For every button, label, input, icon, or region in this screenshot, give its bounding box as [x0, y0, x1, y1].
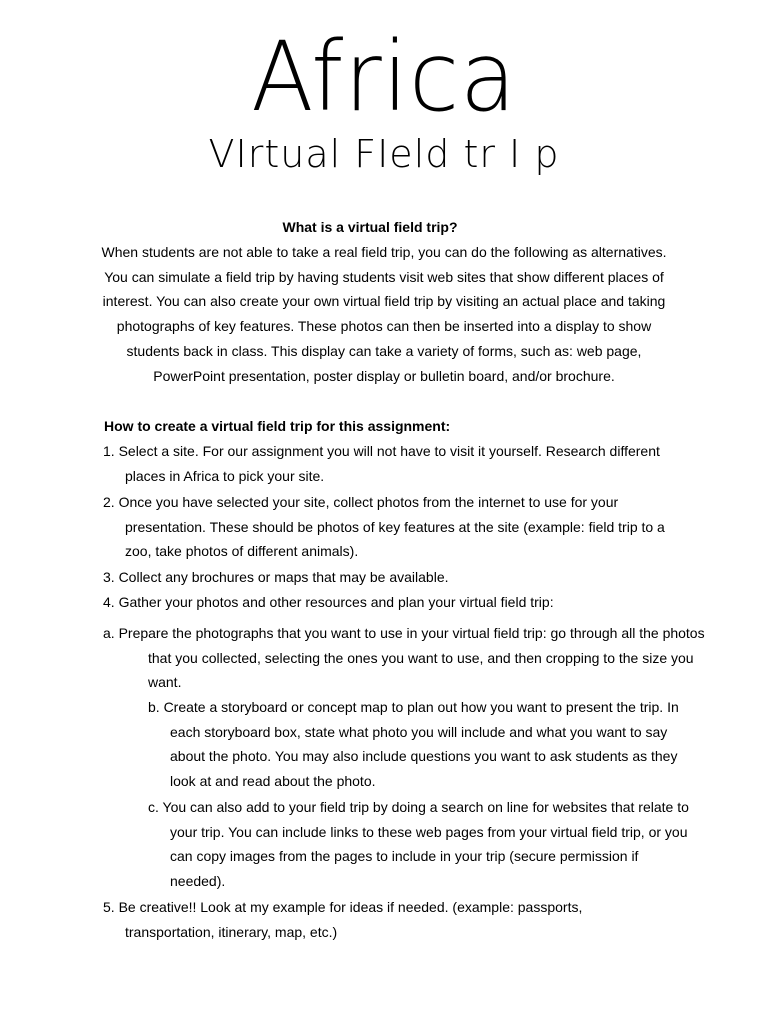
- step-4: 4. Gather your photos and other resources and plan your virtual field trip:: [103, 594, 554, 610]
- substep-b: b. Create a storyboard or concept map to plan out how you want to present the trip. In each storyboard box, state what photo you will include and what you want to say about the photo. You may also include questions you want to ask students as they look at and read about the photo.: [148, 699, 679, 789]
- step-5: 5. Be creative!! Look at my example for ideas if needed. (example: passports, transportation, itinerary, map, etc.): [103, 899, 583, 940]
- step-1: 1. Select a site. For our assignment you will not have to visit it yourself. Research different places in Africa to pick your site.: [103, 443, 660, 484]
- substep-c: c. You can also add to your field trip by doing a search on line for websites that relate to your trip. You can include links to these web pages from your virtual field trip, or you can copy images from the pages to include in your trip (secure permission if needed).: [148, 799, 689, 889]
- intro-heading: What is a virtual field trip?: [282, 219, 458, 235]
- step-2: 2. Once you have selected your site, collect photos from the internet to use for your presentation. These should be photos of key features at the site (example: field trip to a zoo, take photos of different animals).: [103, 494, 665, 559]
- intro-paragraph: When students are not able to take a real field trip, you can do the following as alternatives. You can simulate a field trip by having students visit web sites that show different places of interest. You can also create your own virtual field trip by visiting an actual place and taking photographs of key features. These photos can then be inserted into a display to show students back in class. This display can take a variety of forms, such as: web page, PowerPoint presentation, poster display or bulletin board, and/or brochure.: [101, 244, 667, 384]
- step-3: 3. Collect any brochures or maps that may be available.: [103, 569, 449, 585]
- howto-heading: How to create a virtual field trip for this assignment:: [104, 418, 451, 434]
- page-title: Africa: [251, 21, 517, 133]
- substep-a: a. Prepare the photographs that you want to use in your virtual field trip: go through all the photos that you collected, selecting the ones you want to use, and then cropping to the size you want.: [103, 625, 705, 690]
- page-subtitle: VIrtual FIeld tr I p: [208, 132, 560, 176]
